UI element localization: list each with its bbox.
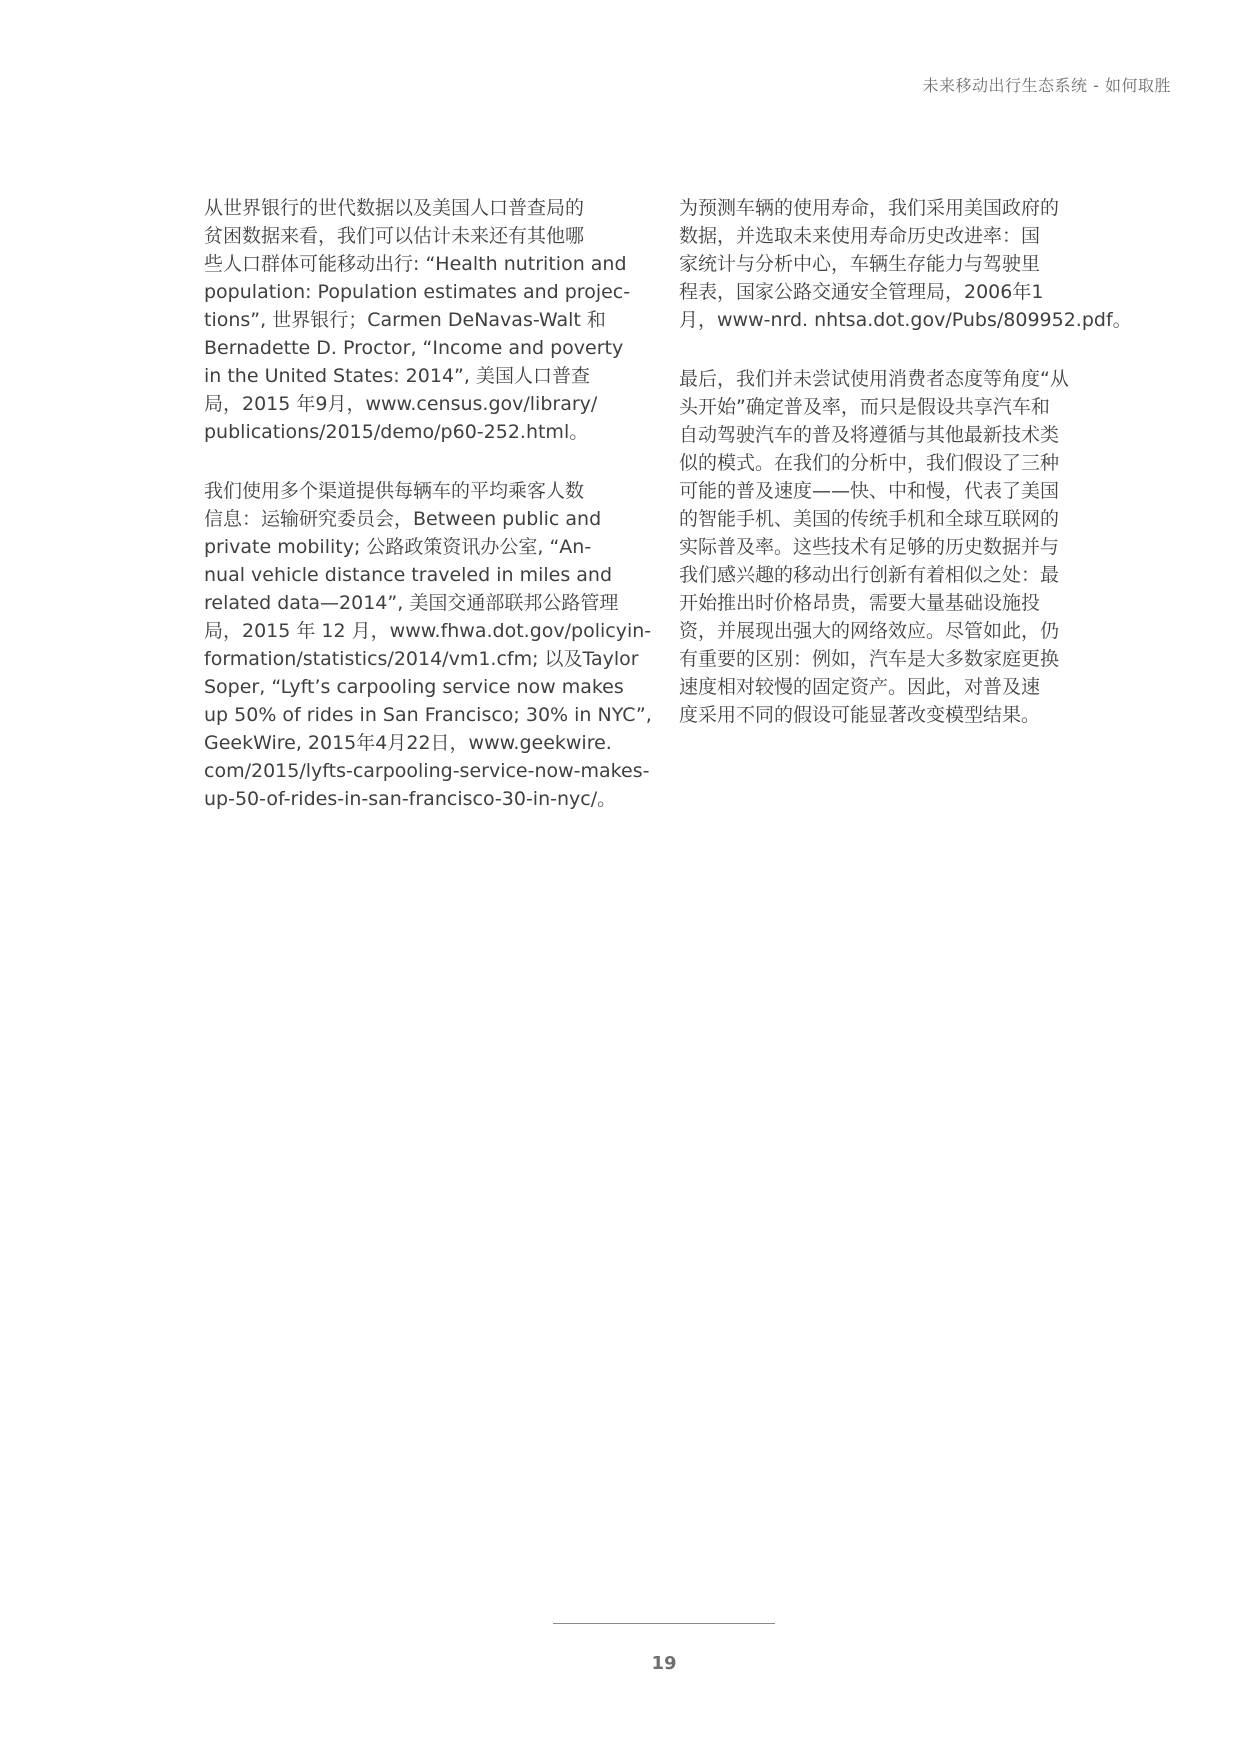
text-line: 贫困数据来看，我们可以估计未来还有其他哪 bbox=[204, 225, 585, 247]
text-line: private mobility; 公路政策资讯办公室, “An- bbox=[204, 536, 592, 558]
text-line: 最后，我们并未尝试使用消费者态度等角度“从 bbox=[679, 368, 1069, 390]
text-line: 有重要的区别：例如，汽车是大多数家庭更换 bbox=[679, 648, 1060, 670]
text-line: 我们使用多个渠道提供每辆车的平均乘客人数 bbox=[204, 480, 585, 502]
text-line: publications/2015/demo/p60-252.html。 bbox=[204, 421, 589, 443]
text-line: 局，2015 年9月，www.census.gov/library/ bbox=[204, 393, 598, 415]
paragraph bbox=[679, 365, 1109, 729]
text-line: Soper, “Lyft’s carpooling service now makes bbox=[204, 676, 624, 698]
left-column bbox=[204, 194, 652, 844]
text-line: 从世界银行的世代数据以及美国人口普查局的 bbox=[204, 197, 585, 219]
text-line: related data—2014”, 美国交通部联邦公路管理 bbox=[204, 592, 619, 614]
text-line: up-50-of-rides-in-san-francisco-30-in-nyc/。 bbox=[204, 788, 617, 810]
text-line: com/2015/lyfts-carpooling-service-now-makes- bbox=[204, 760, 650, 782]
text-line: population: Population estimates and projec- bbox=[204, 281, 631, 303]
right-column bbox=[679, 194, 1132, 760]
text-line: in the United States: 2014”, 美国人口普查 bbox=[204, 365, 590, 387]
text-line: 程表，国家公路交通安全管理局，2006年1 bbox=[679, 281, 1044, 303]
text-line: 度采用不同的假设可能显著改变模型结果。 bbox=[679, 704, 1041, 726]
text-line: 可能的普及速度——快、中和慢，代表了美国 bbox=[679, 480, 1060, 502]
text-line: 些人口群体可能移动出行: “Health nutrition and bbox=[204, 253, 627, 275]
text-line: tions”, 世界银行；Carmen DeNavas-Walt 和 bbox=[204, 309, 606, 331]
text-line: 家统计与分析中心，车辆生存能力与驾驶里 bbox=[679, 253, 1041, 275]
text-line: 开始推出时价格昂贵，需要大量基础设施投 bbox=[679, 592, 1041, 614]
text-line: 的智能手机、美国的传统手机和全球互联网的 bbox=[679, 508, 1060, 530]
text-line: 自动驾驶汽车的普及将遵循与其他最新技术类 bbox=[679, 424, 1060, 446]
footer-divider bbox=[553, 1623, 775, 1624]
page-number: 19 bbox=[651, 1653, 677, 1674]
running-header: 未来移动出行生态系统 - 如何取胜 bbox=[922, 76, 1171, 95]
text-line: 似的模式。在我们的分析中，我们假设了三种 bbox=[679, 452, 1060, 474]
paragraph bbox=[204, 194, 634, 446]
text-line: 局，2015 年 12 月，www.fhwa.dot.gov/policyin- bbox=[204, 620, 652, 642]
text-line: GeekWire, 2015年4月22日，www.geekwire. bbox=[204, 732, 612, 754]
text-line: 速度相对较慢的固定资产。因此，对普及速 bbox=[679, 676, 1041, 698]
text-line: 头开始”确定普及率，而只是假设共享汽车和 bbox=[679, 396, 1050, 418]
text-line: nual vehicle distance traveled in miles and bbox=[204, 564, 613, 586]
text-line: 我们感兴趣的移动出行创新有着相似之处：最 bbox=[679, 564, 1060, 586]
text-line: 数据，并选取未来使用寿命历史改进率：国 bbox=[679, 225, 1041, 247]
text-line: up 50% of rides in San Francisco; 30% in NYC”, bbox=[204, 704, 652, 726]
text-line: 实际普及率。这些技术有足够的历史数据并与 bbox=[679, 536, 1060, 558]
text-line: 为预测车辆的使用寿命，我们采用美国政府的 bbox=[679, 197, 1060, 219]
text-line: formation/statistics/2014/vm1.cfm; 以及Taylor bbox=[204, 648, 639, 670]
text-line: 信息：运输研究委员会，Between public and bbox=[204, 508, 602, 530]
paragraph bbox=[204, 477, 652, 813]
text-line: 资，并展现出强大的网络效应。尽管如此，仍 bbox=[679, 620, 1060, 642]
text-line: Bernadette D. Proctor, “Income and poverty bbox=[204, 337, 624, 359]
paragraph bbox=[679, 194, 1132, 334]
text-line: 月，www-nrd. nhtsa.dot.gov/Pubs/809952.pdf。 bbox=[679, 309, 1132, 331]
